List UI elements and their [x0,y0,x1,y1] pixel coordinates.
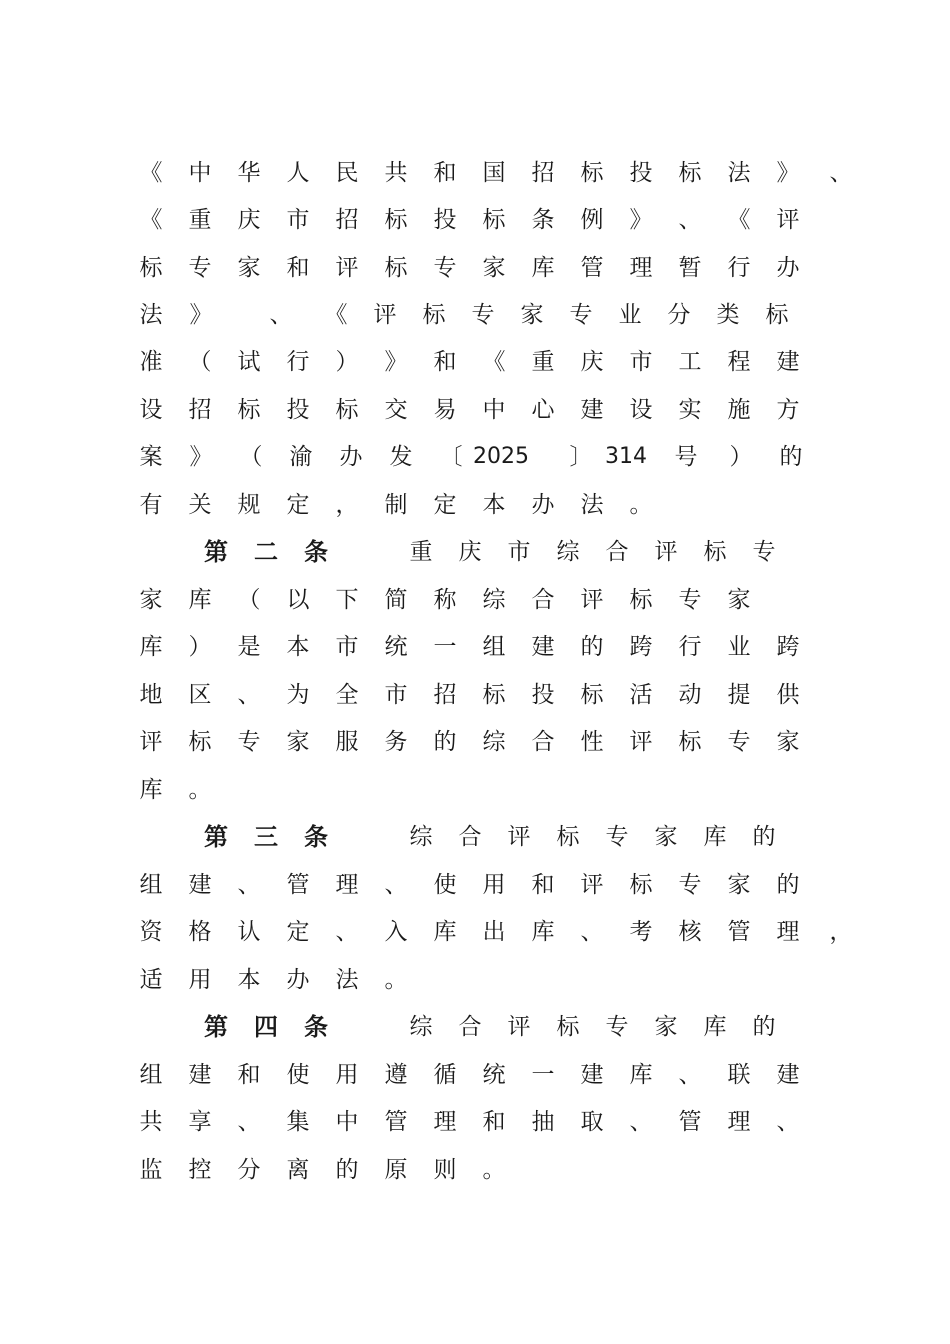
text-char: 》 [629,207,653,233]
text-char: 设 [139,397,163,423]
text-char: 国 [482,160,506,186]
text-char: 理 [433,1109,457,1135]
text-char: 监 [139,1157,163,1183]
text-char: 定 [286,492,310,518]
text-char: 一 [433,634,457,660]
text-char: 库 [188,587,212,613]
text-char: （ [237,587,261,613]
text-char: 区 [188,682,212,708]
text-char: 合 [458,824,482,850]
text-char: 动 [678,682,702,708]
text-char: 。 [384,967,408,993]
text-char: 、 [776,1109,800,1135]
text-char: 用 [188,967,212,993]
text-char: 活 [629,682,653,708]
text-char: 称 [433,587,457,613]
text-char: 标 [556,1014,580,1040]
text-char: 业 [618,302,642,328]
text-char: 考 [629,919,653,945]
text-char: 评 [654,539,678,565]
text-char: 建 [531,634,555,660]
text-char: 库 [703,1014,727,1040]
paragraph-line [138,1150,838,1190]
text-char: 专 [678,872,702,898]
paragraph-line [138,390,838,430]
paragraph-line [138,580,838,620]
text-char: 法 [580,492,604,518]
text-char: 办 [339,444,363,470]
text-char: 业 [727,634,751,660]
text-char: 号 [674,444,698,470]
text-char: 管 [678,1109,702,1135]
text-char: 办 [286,967,310,993]
text-char: 行 [678,634,702,660]
text-char: 遵 [384,1062,408,1088]
text-char: 暂 [678,255,702,281]
text-char: 法 [335,967,359,993]
text-char: 集 [286,1109,310,1135]
text-char: 适 [139,967,163,993]
text-char: 、 [678,1062,702,1088]
text-char: 评 [580,587,604,613]
text-char: 关 [188,492,212,518]
text-char: 享 [188,1109,212,1135]
text-char: 标 [335,397,359,423]
text-char: 招 [531,160,555,186]
text-char: 用 [335,1062,359,1088]
text-char: 的 [776,872,800,898]
text-char: 家 [286,729,310,755]
text-char: 招 [335,207,359,233]
text-char: 市 [335,634,359,660]
text-char: 标 [556,824,580,850]
text-char: 家 [654,1014,678,1040]
text-char: 理 [776,919,800,945]
text-char: 》 [189,302,213,328]
paragraph-line [138,295,838,335]
paragraph-line [138,153,853,193]
text-char: 组 [139,1062,163,1088]
text-char: 家 [482,255,506,281]
text-char: 的 [752,1014,776,1040]
text-char: 标 [580,682,604,708]
article-heading-char: 第 [204,1013,228,1041]
text-char: 方 [776,397,800,423]
text-char: 市 [286,207,310,233]
text-char: 认 [237,919,261,945]
text-char: 《 [324,302,348,328]
paragraph-line [138,675,838,715]
paragraph-line [138,960,838,1000]
text-char: 家 [237,255,261,281]
article-heading-line [138,1007,838,1047]
text-char: 投 [531,682,555,708]
text-char: （ [239,444,263,470]
text-char: 标 [580,160,604,186]
text-char: 办 [776,255,800,281]
text-char: 的 [752,824,776,850]
text-char: 评 [335,255,359,281]
text-char: 是 [237,634,261,660]
text-char: 、 [237,1109,261,1135]
text-char: 库 [531,255,555,281]
text-char: 资 [139,919,163,945]
text-char: 法 [139,302,163,328]
text-char: 家 [727,587,751,613]
text-char: 一 [531,1062,555,1088]
text-char: 库 [433,919,457,945]
text-char: 专 [727,729,751,755]
text-char: 标 [188,729,212,755]
text-char: （ [188,349,212,375]
text-char: 务 [384,729,408,755]
text-char: 专 [605,824,629,850]
text-char: 易 [433,397,457,423]
text-char: 《 [482,349,506,375]
text-char: 民 [335,160,359,186]
text-char: 、 [829,160,853,186]
text-char: 重 [188,207,212,233]
text-char: 则 [433,1157,457,1183]
text-char: 市 [629,349,653,375]
article-heading-line [138,532,838,572]
text-char: 标 [422,302,446,328]
text-char: 标 [629,872,653,898]
text-char: 。 [482,1157,506,1183]
paragraph-line [138,437,838,477]
paragraph-line [138,627,838,667]
text-char: 2025 [473,444,529,469]
text-char: 》 [776,160,800,186]
text-char: 离 [286,1157,310,1183]
text-char: 标 [765,302,789,328]
text-char: 投 [286,397,310,423]
text-char: 库 [139,634,163,660]
paragraph-line [138,1102,838,1142]
text-char: 条 [531,207,555,233]
text-char: 全 [335,682,359,708]
text-char: 本 [237,967,261,993]
text-char: 格 [188,919,212,945]
text-char: 出 [482,919,506,945]
article-heading-char: 第 [204,538,228,566]
paragraph-line [138,865,838,905]
text-char: 程 [727,349,751,375]
text-char: 中 [482,397,506,423]
text-char: 《 [727,207,751,233]
text-char: 招 [188,397,212,423]
text-char: 家 [776,729,800,755]
text-char: 性 [580,729,604,755]
text-char: 跨 [629,634,653,660]
text-char: 理 [335,872,359,898]
text-char: 、 [335,919,359,945]
text-char: 、 [237,872,261,898]
text-char: 发 [389,444,413,470]
text-char: ） [335,349,359,375]
text-char: 评 [139,729,163,755]
text-char: 投 [629,160,653,186]
text-char: 314 [605,444,647,469]
text-char: 和 [286,255,310,281]
text-char: 法 [727,160,751,186]
text-char: 合 [531,587,555,613]
text-char: 定 [433,492,457,518]
text-char: 人 [286,160,310,186]
text-char: 评 [580,872,604,898]
text-char: 建 [580,397,604,423]
text-char: 管 [286,872,310,898]
text-char: 、 [580,919,604,945]
text-char: 为 [286,682,310,708]
text-char: 准 [139,349,163,375]
text-char: 标 [703,539,727,565]
text-char: 综 [409,824,433,850]
text-char: 的 [580,634,604,660]
text-char: 的 [433,729,457,755]
text-char: 用 [482,872,506,898]
text-char: 投 [433,207,457,233]
text-char: 》 [384,349,408,375]
text-char: 服 [335,729,359,755]
text-char: 专 [678,587,702,613]
text-char: 提 [727,682,751,708]
text-char: 理 [727,1109,751,1135]
text-char: 综 [482,587,506,613]
text-char: 管 [384,1109,408,1135]
text-char: 《 [139,160,163,186]
text-char: 合 [605,539,629,565]
text-char: 标 [384,207,408,233]
text-char: 中 [188,160,212,186]
text-char: 抽 [531,1109,555,1135]
article-heading-char: 三 [254,823,278,851]
text-char: 原 [384,1157,408,1183]
text-char: 以 [286,587,310,613]
text-char: 〕 [569,444,593,470]
paragraph-line [138,200,838,240]
text-char: 评 [629,729,653,755]
text-char: 、 [269,302,293,328]
text-char: 入 [384,919,408,945]
text-char: 、 [629,1109,653,1135]
text-char: 标 [678,729,702,755]
text-char: 简 [384,587,408,613]
text-char: 专 [605,1014,629,1040]
text-char: 标 [237,397,261,423]
text-char: 建 [188,872,212,898]
text-char: 跨 [776,634,800,660]
text-char: 和 [482,1109,506,1135]
text-char: 交 [384,397,408,423]
text-char: 合 [531,729,555,755]
text-char: 庆 [237,207,261,233]
text-char: 专 [433,255,457,281]
text-char: 设 [629,397,653,423]
text-char: 共 [384,160,408,186]
text-char: 统 [384,634,408,660]
text-char: 和 [531,872,555,898]
text-char: 标 [384,255,408,281]
text-char: 例 [580,207,604,233]
text-char: 联 [727,1062,751,1088]
text-char: 本 [286,634,310,660]
text-char: 建 [580,1062,604,1088]
text-char: 合 [458,1014,482,1040]
text-char: 市 [507,539,531,565]
text-char: 定 [286,919,310,945]
text-char: 专 [471,302,495,328]
text-char: 综 [482,729,506,755]
text-char: 、 [384,872,408,898]
text-char: 下 [335,587,359,613]
text-char: 类 [716,302,740,328]
text-char: 和 [433,349,457,375]
text-char: ） [188,634,212,660]
text-char: 共 [139,1109,163,1135]
text-char: 循 [433,1062,457,1088]
text-char: 建 [188,1062,212,1088]
text-char: 心 [531,397,555,423]
text-char: 标 [482,207,506,233]
text-char: 供 [776,682,800,708]
paragraph-line [138,485,838,525]
text-char: 案 [139,444,163,470]
text-char: 制 [384,492,408,518]
text-char: 管 [727,919,751,945]
text-char: 专 [569,302,593,328]
text-char: 统 [482,1062,506,1088]
text-char: 建 [776,1062,800,1088]
text-char: 实 [678,397,702,423]
text-char: 家 [139,587,163,613]
text-char: 评 [507,1014,531,1040]
text-char: 使 [433,872,457,898]
text-char: 评 [776,207,800,233]
text-char: 标 [139,255,163,281]
article-heading-char: 条 [304,538,328,566]
text-char: 核 [678,919,702,945]
text-char: 地 [139,682,163,708]
article-heading-char: 条 [304,823,328,851]
text-char: 家 [520,302,544,328]
text-char: 》 [189,444,213,470]
text-char: 行 [286,349,310,375]
text-char: 的 [779,444,803,470]
text-char: 试 [237,349,261,375]
text-char: 中 [335,1109,359,1135]
text-char: 控 [188,1157,212,1183]
paragraph-line [138,342,838,382]
text-char: 。 [629,492,653,518]
text-char: 的 [335,1157,359,1183]
text-char: 评 [507,824,531,850]
text-char: 庆 [458,539,482,565]
text-char: 专 [752,539,776,565]
paragraph-line [138,248,838,288]
text-char: 本 [482,492,506,518]
paragraph-line [138,912,853,952]
article-heading-line [138,817,838,857]
text-char: 〔 [439,444,463,470]
paragraph-line [138,722,838,762]
text-char: 办 [531,492,555,518]
text-char: 重 [531,349,555,375]
text-char: 工 [678,349,702,375]
text-char: 重 [409,539,433,565]
text-char: 施 [727,397,751,423]
text-char: 、 [678,207,702,233]
paragraph-line [138,1055,838,1095]
text-char: ， [335,492,359,518]
text-char: ， [829,919,853,945]
text-char: 建 [776,349,800,375]
article-heading-char: 二 [254,538,278,566]
text-char: 分 [667,302,691,328]
text-char: 综 [409,1014,433,1040]
text-char: 组 [139,872,163,898]
text-char: 专 [188,255,212,281]
text-char: 市 [384,682,408,708]
text-char: 和 [433,160,457,186]
article-heading-char: 条 [304,1013,328,1041]
text-char: 家 [727,872,751,898]
text-char: 组 [482,634,506,660]
text-char: 管 [580,255,604,281]
text-char: 。 [188,777,212,803]
text-char: 《 [139,207,163,233]
text-char: 华 [237,160,261,186]
paragraph-line [138,770,838,810]
text-char: 规 [237,492,261,518]
text-char: 综 [556,539,580,565]
text-char: 标 [482,682,506,708]
text-char: 有 [139,492,163,518]
text-char: 行 [727,255,751,281]
text-char: 分 [237,1157,261,1183]
text-char: 标 [678,160,702,186]
text-char: 、 [237,682,261,708]
text-char: 招 [433,682,457,708]
text-char: 专 [237,729,261,755]
text-char: 庆 [580,349,604,375]
text-char: 使 [286,1062,310,1088]
text-char: ） [729,444,753,470]
text-char: 家 [654,824,678,850]
text-char: 库 [629,1062,653,1088]
text-char: 渝 [289,444,313,470]
text-char: 库 [703,824,727,850]
text-char: 库 [139,777,163,803]
text-char: 理 [629,255,653,281]
article-heading-char: 第 [204,823,228,851]
text-char: 取 [580,1109,604,1135]
text-char: 评 [373,302,397,328]
article-heading-char: 四 [254,1013,278,1041]
text-char: 库 [531,919,555,945]
text-char: 标 [629,587,653,613]
text-char: 和 [237,1062,261,1088]
